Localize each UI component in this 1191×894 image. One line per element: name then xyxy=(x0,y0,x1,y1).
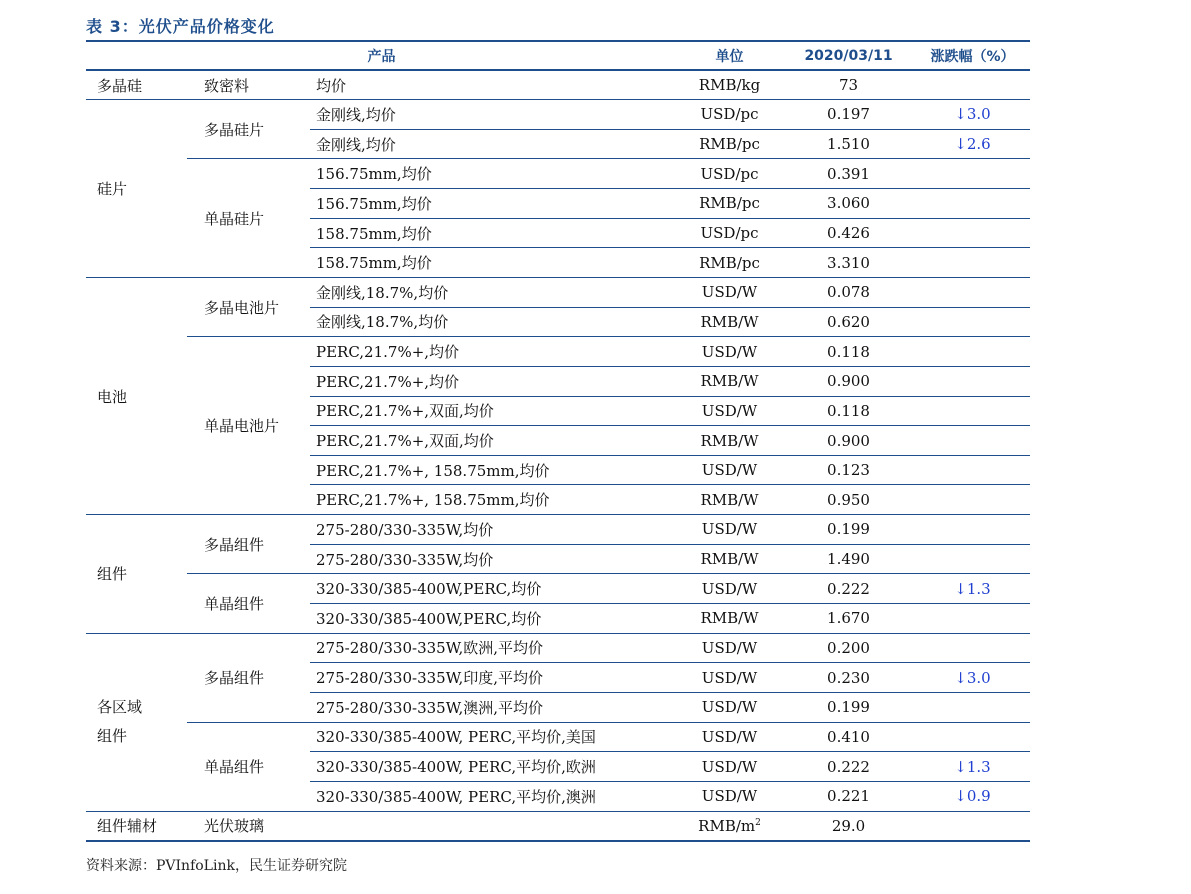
change-cell xyxy=(915,515,1030,545)
unit-cell: USD/W xyxy=(677,781,782,811)
change-cell xyxy=(915,70,1030,100)
change-cell xyxy=(915,189,1030,219)
price-cell: 0.426 xyxy=(782,218,915,248)
change-cell: ↓3.0 xyxy=(915,100,1030,130)
price-cell: 0.222 xyxy=(782,574,915,604)
source-note: 资料来源：PVInfoLink，民生证券研究院 xyxy=(86,858,347,874)
unit-cell: RMB/W xyxy=(677,366,782,396)
unit-cell: USD/W xyxy=(677,455,782,485)
product-cell: 金刚线,均价 xyxy=(310,100,677,130)
unit-cell: USD/W xyxy=(677,337,782,367)
unit-cell: RMB/W xyxy=(677,544,782,574)
change-cell: ↓1.3 xyxy=(915,574,1030,604)
unit-cell: RMB/pc xyxy=(677,189,782,219)
price-cell: 1.490 xyxy=(782,544,915,574)
header-date: 2020/03/11 xyxy=(782,41,915,70)
product-cell: 金刚线,18.7%,均价 xyxy=(310,307,677,337)
unit-cell: USD/W xyxy=(677,692,782,722)
header-product: 产品 xyxy=(86,41,677,70)
change-cell xyxy=(915,633,1030,663)
price-cell: 0.078 xyxy=(782,277,915,307)
price-cell: 0.200 xyxy=(782,633,915,663)
product-cell: 金刚线,均价 xyxy=(310,129,677,159)
price-cell: 0.118 xyxy=(782,396,915,426)
price-cell: 0.199 xyxy=(782,515,915,545)
product-cell: 275-280/330-335W,均价 xyxy=(310,544,677,574)
price-change-table xyxy=(86,40,1030,842)
change-cell xyxy=(915,396,1030,426)
unit-cell: USD/pc xyxy=(677,218,782,248)
table-row xyxy=(86,337,1030,367)
unit-cell: USD/W xyxy=(677,633,782,663)
product-cell: 158.75mm,均价 xyxy=(310,218,677,248)
price-cell: 0.900 xyxy=(782,426,915,456)
price-cell: 1.670 xyxy=(782,604,915,634)
subcategory-cell: 致密料 xyxy=(187,70,310,100)
price-cell: 0.197 xyxy=(782,100,915,130)
price-cell: 3.310 xyxy=(782,248,915,278)
product-cell: PERC,21.7%+,均价 xyxy=(310,366,677,396)
price-cell: 0.199 xyxy=(782,692,915,722)
unit-cell: RMB/W xyxy=(677,307,782,337)
category-cell xyxy=(86,633,187,811)
price-cell: 0.123 xyxy=(782,455,915,485)
unit-cell: RMB/pc xyxy=(677,248,782,278)
product-cell: PERC,21.7%+,双面,均价 xyxy=(310,426,677,456)
table-row xyxy=(86,811,1030,841)
header-unit: 单位 xyxy=(677,41,782,70)
unit-cell: USD/W xyxy=(677,515,782,545)
price-cell: 0.410 xyxy=(782,722,915,752)
subcategory-cell: 多晶组件 xyxy=(187,633,310,722)
table-row xyxy=(86,100,1030,130)
price-cell: 3.060 xyxy=(782,189,915,219)
table-title: 表 3：光伏产品价格变化 xyxy=(86,17,275,36)
subcategory-cell: 单晶组件 xyxy=(187,722,310,811)
price-cell: 0.950 xyxy=(782,485,915,515)
table-row xyxy=(86,722,1030,752)
change-cell xyxy=(915,485,1030,515)
price-cell: 0.391 xyxy=(782,159,915,189)
product-cell: 金刚线,18.7%,均价 xyxy=(310,277,677,307)
product-cell: 275-280/330-335W,均价 xyxy=(310,515,677,545)
header-change: 涨跌幅（%） xyxy=(915,41,1030,70)
category-line: 各区域 xyxy=(97,698,143,717)
unit-superscript: 2 xyxy=(755,817,761,828)
product-cell xyxy=(310,811,677,841)
change-cell: ↓3.0 xyxy=(915,663,1030,693)
unit-cell: USD/W xyxy=(677,277,782,307)
category-cell: 多晶硅 xyxy=(86,70,187,100)
unit-cell: RMB/pc xyxy=(677,129,782,159)
category-cell: 组件辅材 xyxy=(86,811,187,841)
product-cell: PERC,21.7%+, 158.75mm,均价 xyxy=(310,455,677,485)
change-cell xyxy=(915,811,1030,841)
category-cell: 硅片 xyxy=(86,100,187,278)
change-cell: ↓2.6 xyxy=(915,129,1030,159)
unit-cell: RMB/W xyxy=(677,426,782,456)
subcategory-cell: 多晶电池片 xyxy=(187,277,310,336)
change-cell xyxy=(915,159,1030,189)
change-cell xyxy=(915,722,1030,752)
price-cell: 0.222 xyxy=(782,752,915,782)
change-cell: ↓0.9 xyxy=(915,781,1030,811)
subcategory-cell: 多晶组件 xyxy=(187,515,310,574)
product-cell: 320-330/385-400W, PERC,平均价,欧洲 xyxy=(310,752,677,782)
change-cell xyxy=(915,218,1030,248)
product-cell: 156.75mm,均价 xyxy=(310,189,677,219)
change-cell xyxy=(915,307,1030,337)
change-cell xyxy=(915,692,1030,722)
price-cell: 0.900 xyxy=(782,366,915,396)
change-cell xyxy=(915,337,1030,367)
unit-cell: USD/W xyxy=(677,663,782,693)
unit-cell: USD/pc xyxy=(677,100,782,130)
unit-cell: USD/W xyxy=(677,396,782,426)
category-line: 组件 xyxy=(97,727,128,746)
table-row xyxy=(86,159,1030,189)
unit-base: RMB/m xyxy=(698,816,756,835)
change-cell xyxy=(915,604,1030,634)
change-cell xyxy=(915,455,1030,485)
table-row xyxy=(86,70,1030,100)
table-row xyxy=(86,515,1030,545)
product-cell: 275-280/330-335W,印度,平均价 xyxy=(310,663,677,693)
product-cell: 320-330/385-400W, PERC,平均价,美国 xyxy=(310,722,677,752)
table-row xyxy=(86,277,1030,307)
change-cell xyxy=(915,544,1030,574)
unit-cell xyxy=(677,811,782,841)
price-cell: 0.118 xyxy=(782,337,915,367)
subcategory-cell: 单晶硅片 xyxy=(187,159,310,278)
product-cell: PERC,21.7%+,双面,均价 xyxy=(310,396,677,426)
price-cell: 0.230 xyxy=(782,663,915,693)
unit-cell: RMB/W xyxy=(677,604,782,634)
change-cell xyxy=(915,277,1030,307)
price-cell: 0.221 xyxy=(782,781,915,811)
product-cell: 320-330/385-400W,PERC,均价 xyxy=(310,604,677,634)
change-cell xyxy=(915,426,1030,456)
table-row xyxy=(86,574,1030,604)
unit-cell: USD/W xyxy=(677,722,782,752)
product-cell: 275-280/330-335W,澳洲,平均价 xyxy=(310,692,677,722)
category-cell: 组件 xyxy=(86,515,187,634)
unit-cell: USD/W xyxy=(677,752,782,782)
product-cell: 156.75mm,均价 xyxy=(310,159,677,189)
product-cell: 320-330/385-400W,PERC,均价 xyxy=(310,574,677,604)
subcategory-cell: 单晶组件 xyxy=(187,574,310,633)
product-cell: 158.75mm,均价 xyxy=(310,248,677,278)
price-cell: 0.620 xyxy=(782,307,915,337)
subcategory-cell: 多晶硅片 xyxy=(187,100,310,159)
price-cell: 1.510 xyxy=(782,129,915,159)
price-cell: 29.0 xyxy=(782,811,915,841)
table-header-row xyxy=(86,41,1030,70)
product-cell: PERC,21.7%+,均价 xyxy=(310,337,677,367)
subcategory-cell: 单晶电池片 xyxy=(187,337,310,515)
product-cell: 320-330/385-400W, PERC,平均价,澳洲 xyxy=(310,781,677,811)
unit-cell: RMB/W xyxy=(677,485,782,515)
change-cell: ↓1.3 xyxy=(915,752,1030,782)
product-cell: 275-280/330-335W,欧洲,平均价 xyxy=(310,633,677,663)
unit-cell: USD/W xyxy=(677,574,782,604)
category-cell: 电池 xyxy=(86,277,187,514)
unit-cell: RMB/kg xyxy=(677,70,782,100)
subcategory-cell: 光伏玻璃 xyxy=(187,811,310,841)
unit-cell: USD/pc xyxy=(677,159,782,189)
change-cell xyxy=(915,248,1030,278)
price-cell: 73 xyxy=(782,70,915,100)
table-row xyxy=(86,633,1030,663)
product-cell: 均价 xyxy=(310,70,677,100)
change-cell xyxy=(915,366,1030,396)
product-cell: PERC,21.7%+, 158.75mm,均价 xyxy=(310,485,677,515)
